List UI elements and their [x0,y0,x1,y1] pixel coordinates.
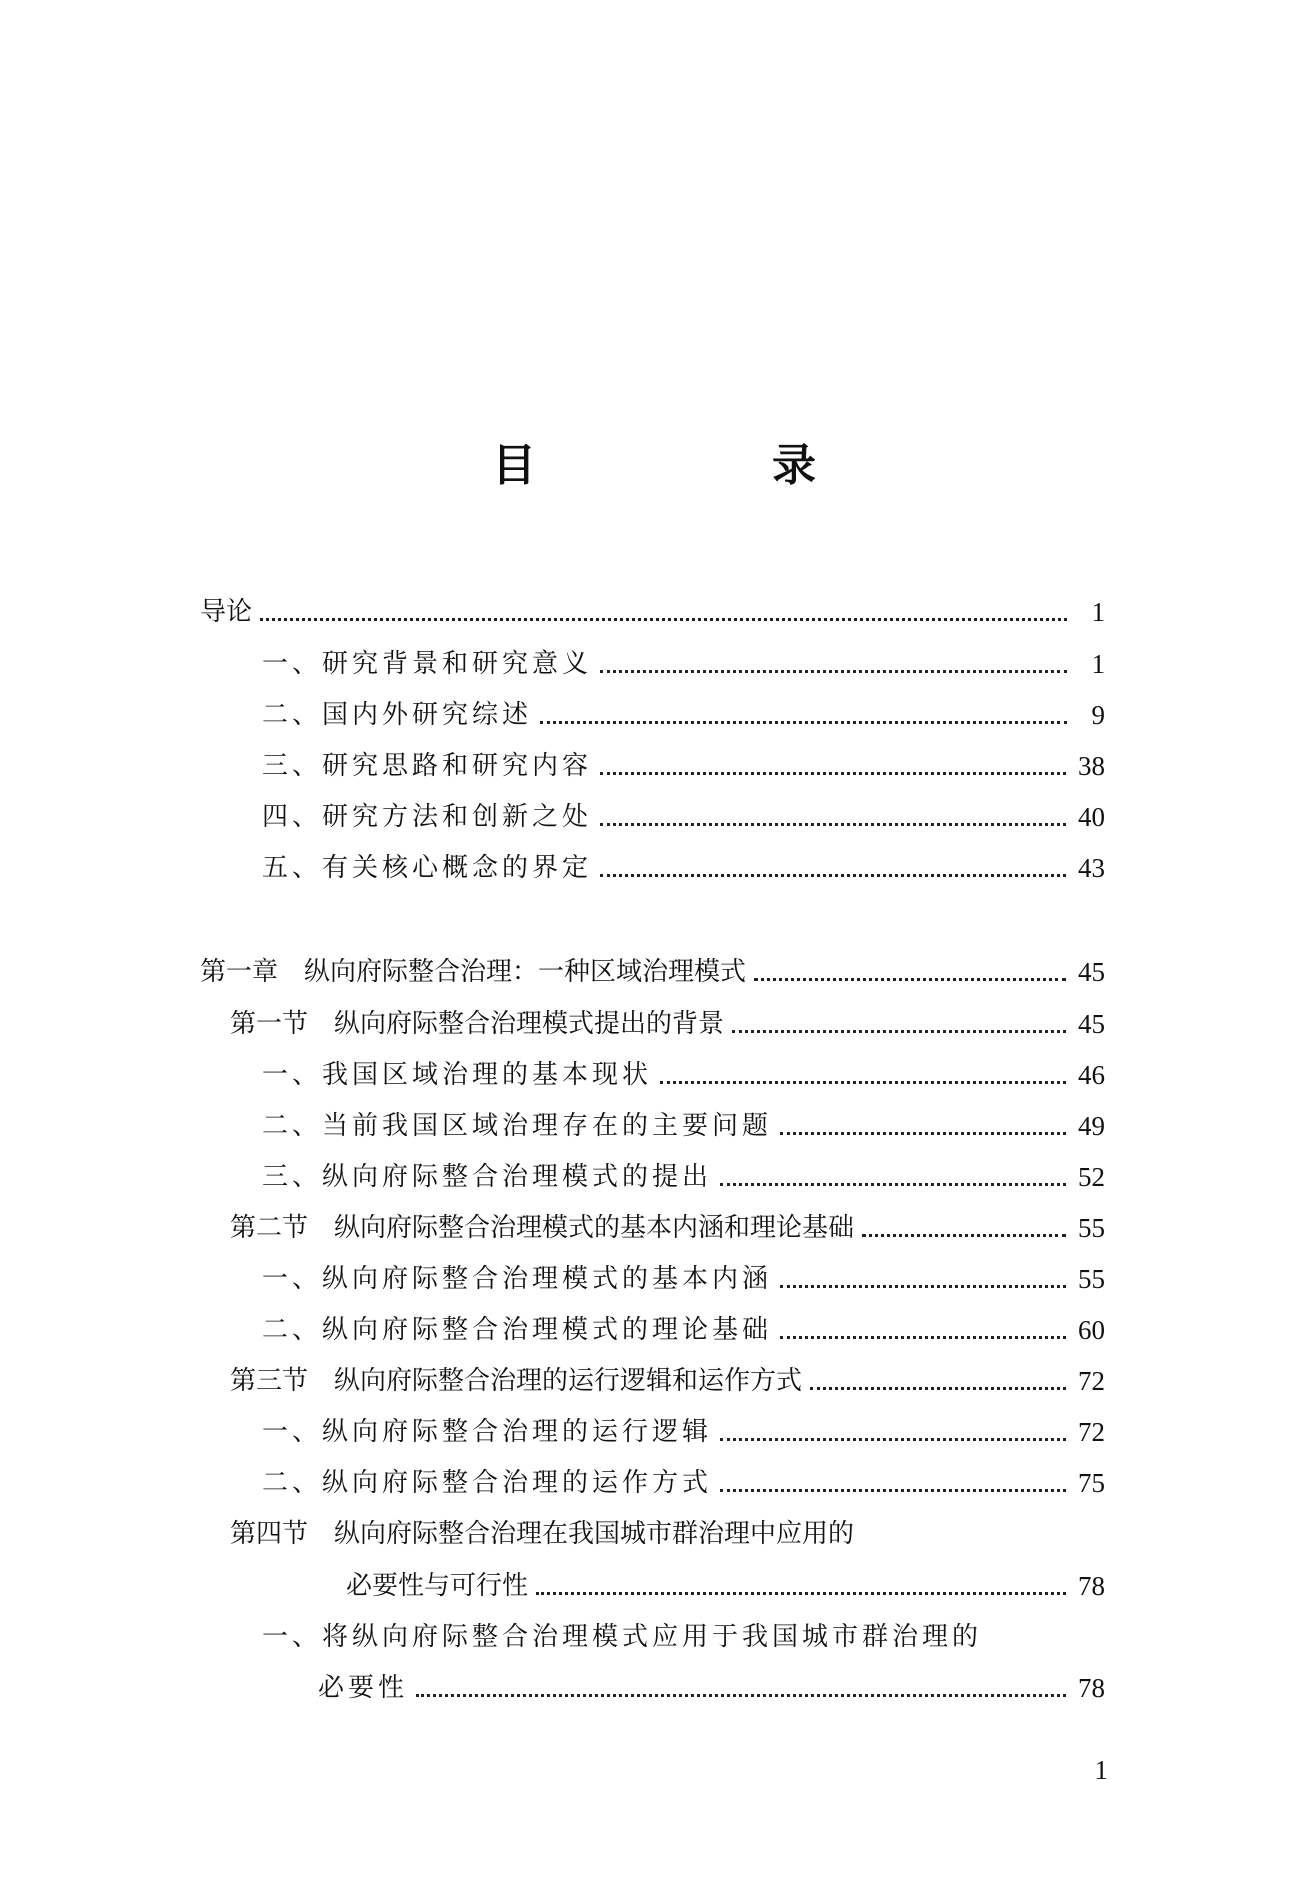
toc-chapter-title: 纵向府际整合治理：一种区域治理模式 [304,957,747,987]
toc-intro-heading[interactable] [200,590,1105,630]
toc-section-number: 第三节 [230,1366,309,1396]
toc-label: 二、国内外研究综述 [262,700,533,730]
dot-leader [600,874,1066,877]
toc-page-number: 49 [1078,1111,1105,1141]
page-title: 目 录 [492,440,912,491]
toc-label: 一、研究背景和研究意义 [262,649,593,679]
dot-leader [780,1285,1066,1288]
toc-section-title: 纵向府际整合治理模式提出的背景 [334,1009,725,1039]
toc-item[interactable] [262,1461,1105,1501]
toc-page-number: 1 [1091,649,1105,679]
dot-leader [416,1694,1066,1697]
toc-label: 二、当前我国区域治理存在的主要问题 [262,1111,773,1141]
toc-item[interactable] [262,693,1105,733]
toc-page-number: 72 [1078,1366,1105,1396]
dot-leader [600,823,1066,826]
toc-page-number: 55 [1078,1264,1105,1294]
toc-item[interactable] [262,846,1105,886]
toc-label: 一、将纵向府际整合治理模式应用于我国城市群治理的 [262,1622,983,1652]
toc-item[interactable] [262,744,1105,784]
dot-leader [862,1234,1066,1237]
toc-page-number: 78 [1078,1673,1105,1703]
toc-label: 四、研究方法和创新之处 [262,802,593,832]
toc-item[interactable] [262,1615,1105,1655]
dot-leader [732,1030,1066,1033]
toc-chapter-number: 第一章 [200,957,279,987]
toc-label: 五、有关核心概念的界定 [262,853,593,883]
toc-section-heading[interactable] [230,1002,1105,1042]
toc-section-title: 纵向府际整合治理的运行逻辑和运作方式 [334,1366,803,1396]
toc-page-number: 38 [1078,751,1105,781]
dot-leader [780,1336,1066,1339]
toc-label: 必要性 [318,1673,409,1703]
toc-section-heading-continued[interactable] [346,1564,1105,1604]
toc-item[interactable] [262,1257,1105,1297]
dot-leader [780,1132,1066,1135]
toc-item[interactable] [262,1308,1105,1348]
toc-page-number: 46 [1078,1060,1105,1090]
toc-section-title: 纵向府际整合治理在我国城市群治理中应用的 [334,1519,855,1549]
toc-page-number: 52 [1078,1162,1105,1192]
toc-label: 一、我国区域治理的基本现状 [262,1060,653,1090]
toc-item[interactable] [262,1410,1105,1450]
dot-leader [540,721,1067,724]
dot-leader [754,978,1066,981]
toc-section-heading[interactable] [230,1359,1105,1399]
toc-section-number: 第二节 [230,1213,309,1243]
toc-label: 三、研究思路和研究内容 [262,751,593,781]
toc-page-number: 60 [1078,1315,1105,1345]
toc-chapter-heading[interactable] [200,950,1105,990]
toc-page-number: 1 [1091,597,1105,627]
toc-page-number: 43 [1078,853,1105,883]
toc-section-heading[interactable] [230,1512,1105,1552]
toc-page-number: 75 [1078,1468,1105,1498]
dot-leader [260,618,1067,621]
toc-section-title: 必要性与可行性 [346,1571,529,1601]
dot-leader [600,670,1067,673]
toc-label: 导论 [200,597,253,627]
page-number: 1 [1094,1755,1108,1785]
toc-label: 二、纵向府际整合治理模式的理论基础 [262,1315,773,1345]
dot-leader [536,1592,1066,1595]
toc-label: 一、纵向府际整合治理的运行逻辑 [262,1417,713,1447]
toc-section-heading[interactable] [230,1206,1105,1246]
dot-leader [720,1438,1066,1441]
toc-page-number: 9 [1091,700,1105,730]
dot-leader [810,1387,1066,1390]
toc-page-number: 40 [1078,802,1105,832]
toc-label: 二、纵向府际整合治理的运作方式 [262,1468,713,1498]
toc-item[interactable] [262,1104,1105,1144]
toc-page-number: 78 [1078,1571,1105,1601]
toc-page-number: 72 [1078,1417,1105,1447]
toc-section-number: 第一节 [230,1009,309,1039]
toc-page-number: 45 [1078,1009,1105,1039]
toc-label: 一、纵向府际整合治理模式的基本内涵 [262,1264,773,1294]
toc-item[interactable] [262,1053,1105,1093]
dot-leader [600,772,1066,775]
toc-item[interactable] [262,795,1105,835]
dot-leader [720,1489,1066,1492]
toc-section-number: 第四节 [230,1519,309,1549]
toc-item-continued[interactable] [318,1666,1105,1706]
toc-item[interactable] [262,1155,1105,1195]
dot-leader [720,1183,1066,1186]
toc-page-number: 55 [1078,1213,1105,1243]
toc-item[interactable] [262,642,1105,682]
toc-section-title: 纵向府际整合治理模式的基本内涵和理论基础 [334,1213,855,1243]
toc-label: 三、纵向府际整合治理模式的提出 [262,1162,713,1192]
toc-page-number: 45 [1078,957,1105,987]
dot-leader [660,1081,1066,1084]
